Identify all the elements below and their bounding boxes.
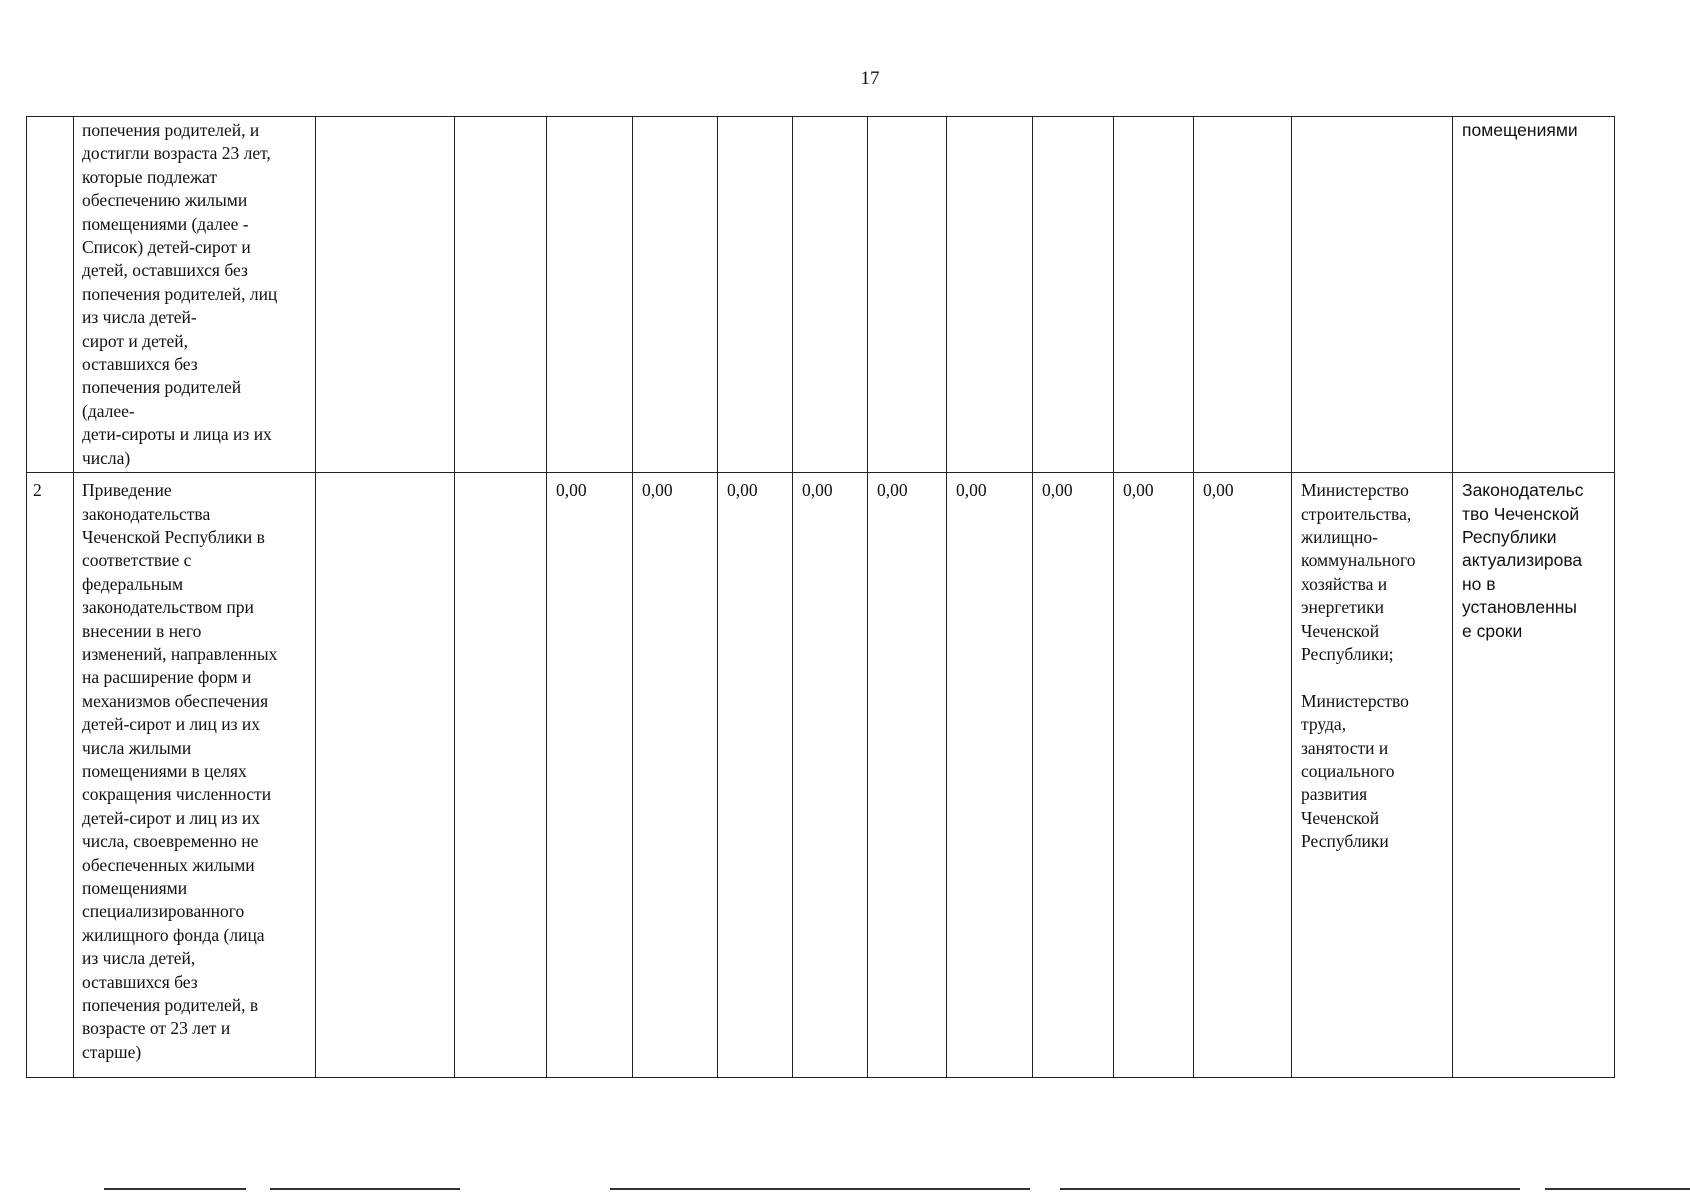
expected-result-cell: помещениями [1453, 117, 1615, 473]
program-measures-table [26, 116, 1615, 1078]
executor-cell [1292, 117, 1453, 473]
funding-value-cell: 0,00 [1114, 473, 1194, 1078]
funding-value-cell: 0,00 [718, 473, 793, 1078]
footer-rule [104, 1188, 246, 1190]
responsible-cell [316, 473, 455, 1078]
footer-rule [270, 1188, 460, 1190]
funding-value-cell: 0,00 [947, 473, 1033, 1078]
responsible-cell [316, 117, 455, 473]
funding-value-cell: 0,00 [633, 473, 718, 1078]
funding-value-cell [1114, 117, 1194, 473]
funding-value-cell [868, 117, 947, 473]
row-number-cell [27, 117, 74, 473]
measure-description-cell: попечения родителей, и достигли возраста 23 лет, которые подлежат обеспечению жилыми помещениями (далее - Список) детей-сирот и детей, оставшихся без попечения родителей, лиц из числа детей- сирот и детей, оставшихся без попечения родителей (далее- дети-сироты и лица из их числа) [74, 117, 316, 473]
funding-value-cell [947, 117, 1033, 473]
funding-value-cell [1194, 117, 1292, 473]
footer-rule [1545, 1188, 1690, 1190]
funding-value-cell: 0,00 [793, 473, 868, 1078]
table-row [27, 117, 1615, 473]
page-number: 17 [860, 68, 880, 89]
table-row [27, 473, 1615, 1078]
funding-value-cell [633, 117, 718, 473]
footer-rule [610, 1188, 1030, 1190]
footer-scan-rules [0, 1188, 1690, 1194]
executor-cell: Министерство строительства, жилищно- коммунального хозяйства и энергетики Чеченской Республики; Министерство труда, занятости и социального развития Чеченской Республики [1292, 473, 1453, 1078]
funding-value-cell: 0,00 [1033, 473, 1114, 1078]
period-cell [455, 117, 547, 473]
period-cell [455, 473, 547, 1078]
row-number-cell: 2 [27, 473, 74, 1078]
footer-rule [1060, 1188, 1520, 1190]
measure-description-cell: Приведение законодательства Чеченской Республики в соответствие с федеральным законодательством при внесении в него изменений, направленных на расширение форм и механизмов обеспечения детей-сирот и лиц из их числа жилыми помещениями в целях сокращения численности детей-сирот и лиц из их числа, своевременно не обеспеченных жилыми помещениями специализированного жилищного фонда (лица из числа детей, оставшихся без попечения родителей, в возрасте от 23 лет и старше) [74, 473, 316, 1078]
funding-value-cell: 0,00 [1194, 473, 1292, 1078]
expected-result-cell: Законодательс тво Чеченской Республики актуализирова но в установленны е сроки [1453, 473, 1615, 1078]
funding-value-cell: 0,00 [868, 473, 947, 1078]
funding-value-cell [718, 117, 793, 473]
funding-value-cell [793, 117, 868, 473]
funding-value-cell [547, 117, 633, 473]
funding-value-cell: 0,00 [547, 473, 633, 1078]
funding-value-cell [1033, 117, 1114, 473]
